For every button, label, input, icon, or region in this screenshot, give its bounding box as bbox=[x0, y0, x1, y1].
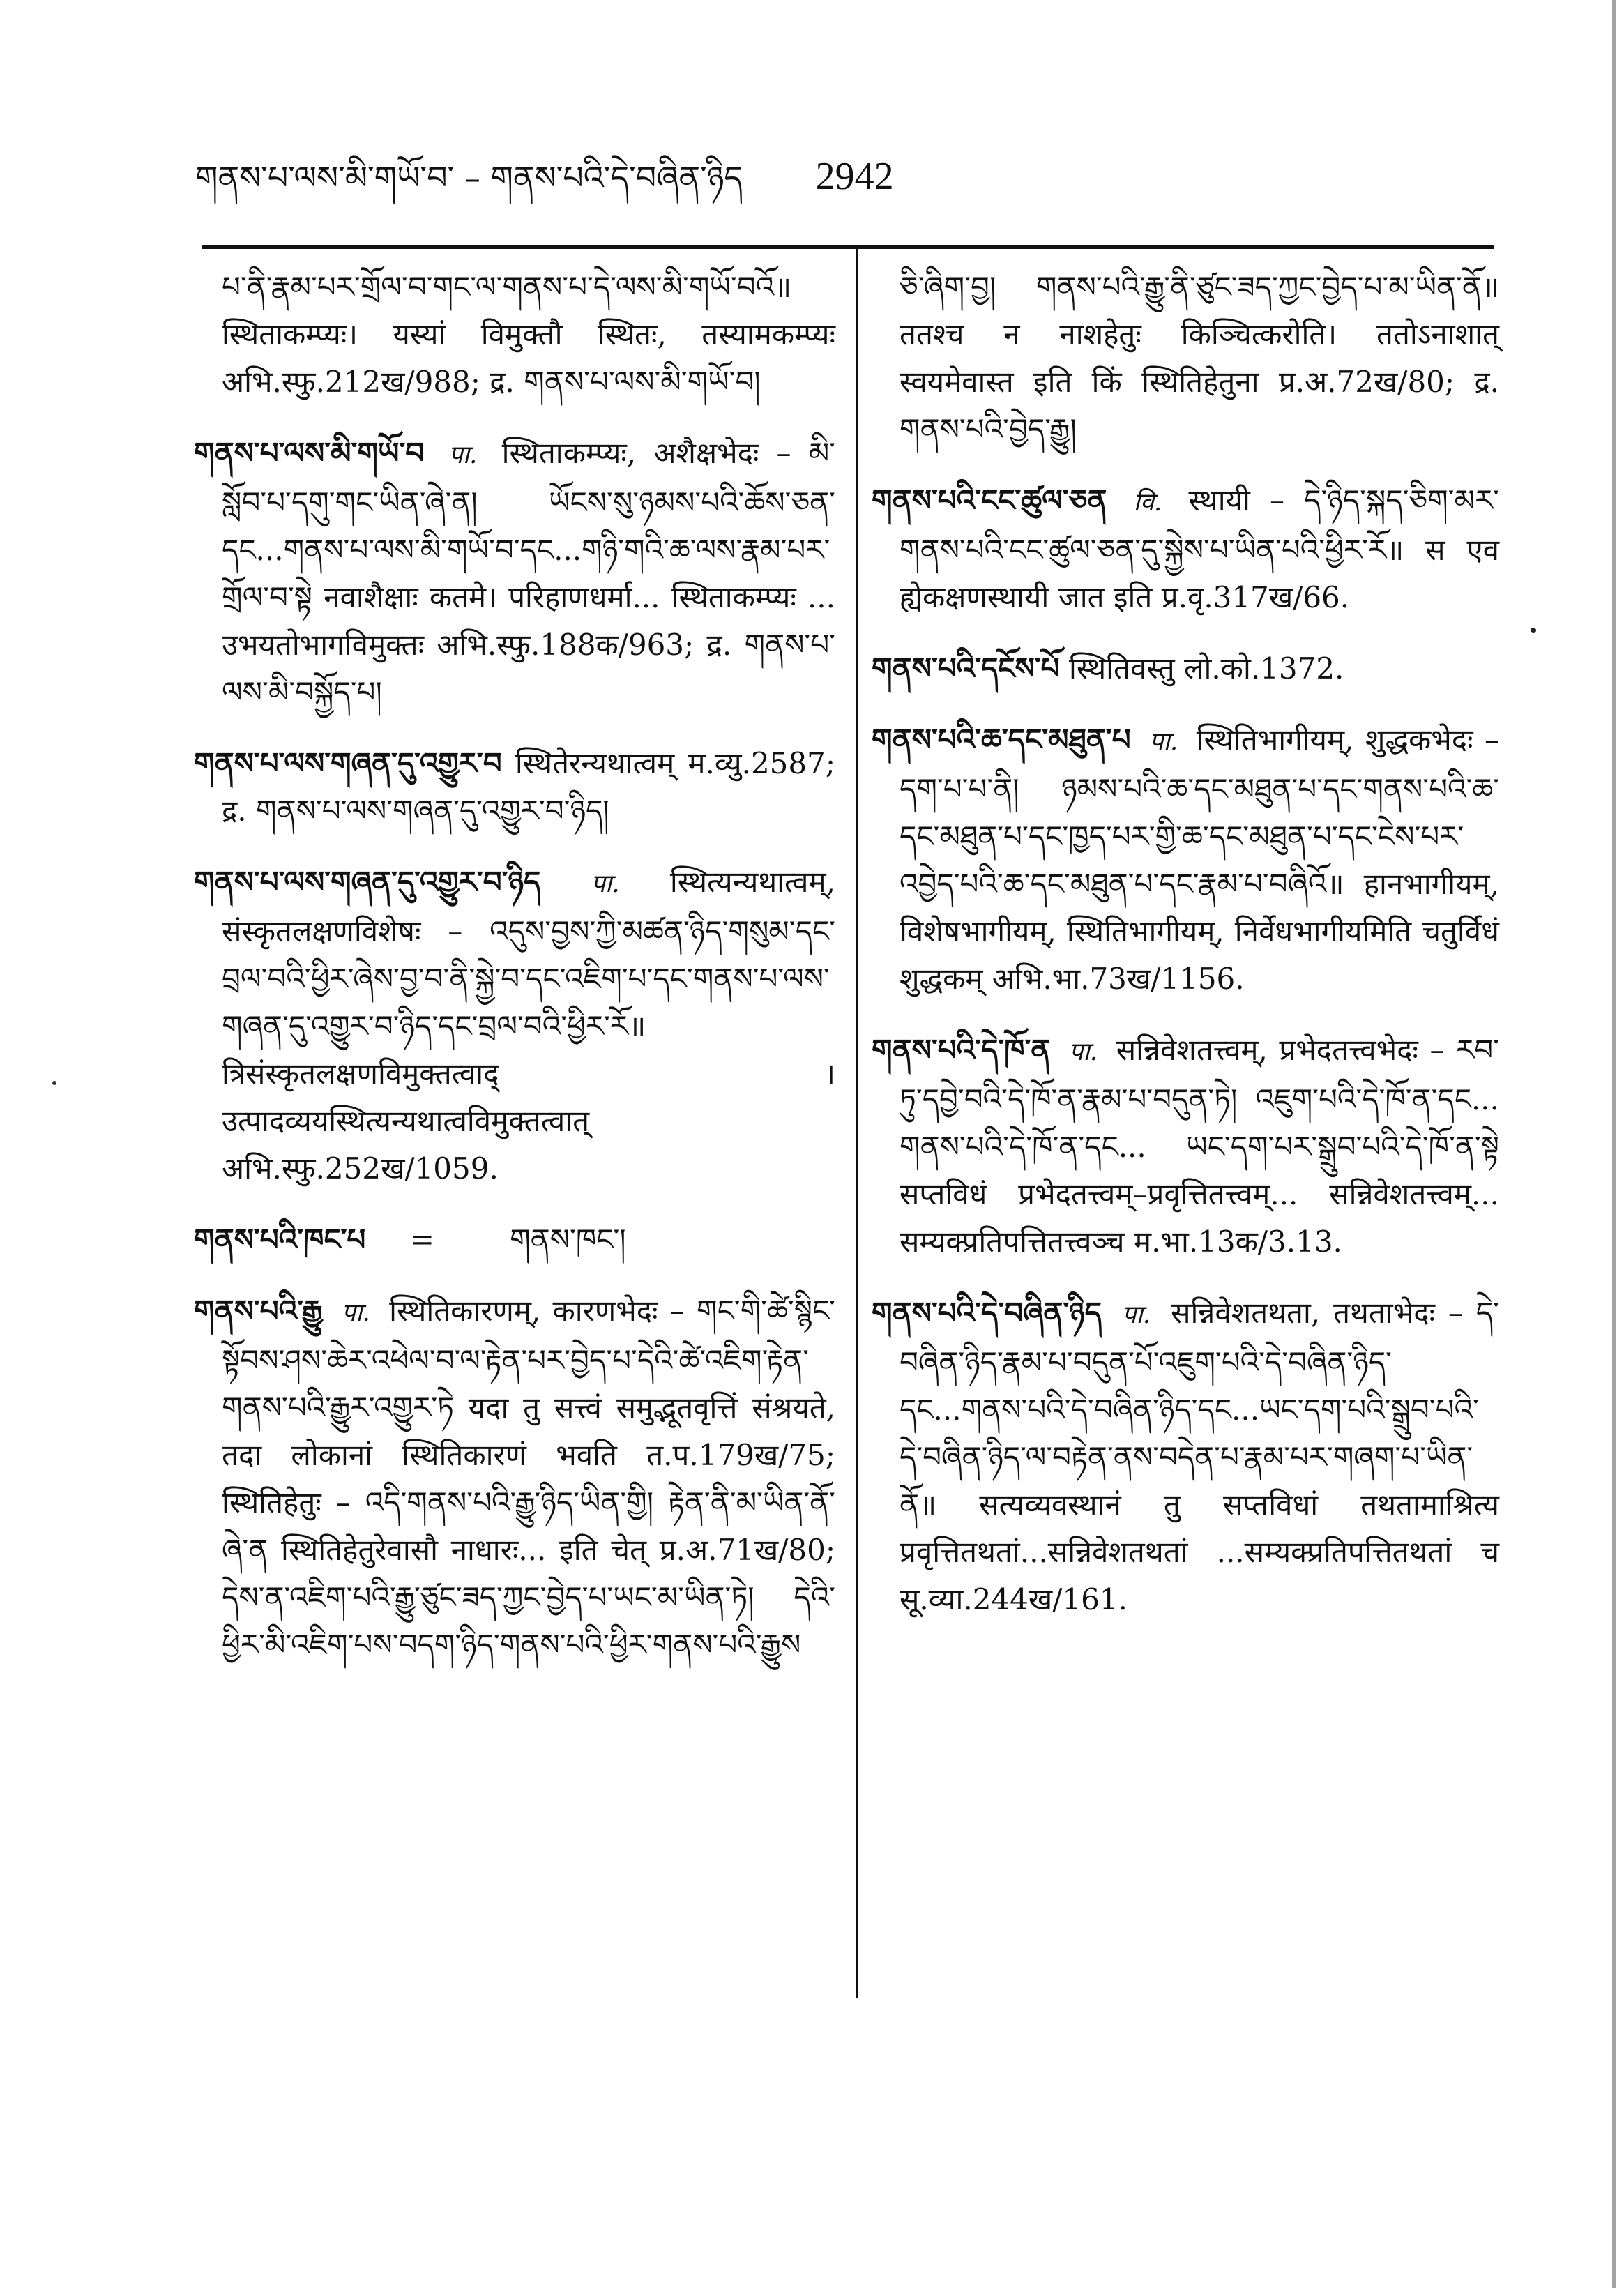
entry-body: सन्निवेशतथता, तथताभेदः – དེ་བཞིན་ཉིད་རྣམ་པ་བདུན་པོ་འཇུག་པའི་དེ་བཞིན་ཉིད་དང...གནས་པའི་དེ་བཞིན་ཉིད་དང...ཡང་དག་པའི་སྒྲུབ་པའི་དེ་བཞིན་ཉིད་ལ་བརྟེན་ནས་བདེན་པ་རྣམ་པར་གཞག་པ་ཡིན་ནོ॥ सत्यव्यवस्थानं तु सप्तविधां तथतामाश्रित्य प्रवृत्तितथतां...सन्निवेशतथतां ...सम्यक्प्रतिपत्तितथतां च सू.व्या.244ख/161. bbox=[900, 1296, 1499, 1616]
entry-headword: གནས་པའི་རྒྱུ bbox=[194, 1294, 323, 1328]
dictionary-entry bbox=[872, 1026, 1499, 1266]
dictionary-entry bbox=[872, 477, 1499, 621]
entry-headword: གནས་པའི་ཁང་པ bbox=[194, 1222, 366, 1257]
entry-headword: གནས་པའི་དེ་བཞིན་ཉིད bbox=[872, 1296, 1102, 1330]
dictionary-entry bbox=[194, 430, 835, 716]
entry-pos: पा. bbox=[448, 441, 478, 469]
dictionary-entry bbox=[872, 1289, 1499, 1623]
scan-speck bbox=[1531, 628, 1536, 633]
entry-headword: གནས་པའི་ཆ་དང་མཐུན་པ bbox=[872, 722, 1131, 757]
entry-continuation bbox=[872, 264, 1499, 453]
entry-headword: གནས་པའི་ངང་ཚུལ་ཅན bbox=[872, 483, 1107, 517]
scan-speck bbox=[52, 1081, 56, 1085]
dictionary-entry bbox=[872, 645, 1499, 692]
entry-body: स्थित्यन्यथात्वम्, संस्कृतलक्षणविशेषः – འདུས་བྱས་ཀྱི་མཚན་ཉིད་གསུམ་དང་བྲལ་བའི་ཕྱིར་ཞེས་བྱ་བ་ནི་སྐྱེ་བ་དང་འཇིག་པ་དང་གནས་པ་ལས་གཞན་དུ་འགྱུར་བ་ཉིད་དང་བྲལ་བའི་ཕྱིར་རོ॥ त्रिसंस्कृतलक्षणविमुक्तत्वाद् । उत्पादव्ययस्थित्यन्यथात्वविमुक्तत्वात् अभि.स्फु.252ख/1059. bbox=[222, 865, 835, 1185]
dictionary-entry bbox=[194, 1287, 835, 1669]
left-column bbox=[194, 264, 835, 1692]
entry-headword: གནས་པ་ལས་མི་གཡོ་བ bbox=[194, 436, 425, 470]
entry-pos: पा. bbox=[1068, 1038, 1098, 1066]
entry-text: པ་ནི་རྣམ་པར་གྲོལ་བ་གང་ལ་གནས་པ་དེ་ལས་མི་གཡོ་བའོ॥ स्थिताकम्प्यः। यस्यां विमुक्तौ स्थितः, तस्यामकम्प्यः अभि.स्फु.212ख/988; द्र. གནས་པ་ལས་མི་གཡོ་བ། bbox=[222, 270, 835, 399]
entry-headword: གནས་པ་ལས་གཞན་དུ་འགྱུར་བ bbox=[194, 746, 502, 780]
entry-headword: གནས་པ་ལས་གཞན་དུ་འགྱུར་བ་ཉིད bbox=[194, 865, 541, 899]
scan-edge-shadow bbox=[1612, 0, 1616, 2288]
dictionary-entry bbox=[194, 858, 835, 1192]
entry-body: གནས་ཁང་། bbox=[510, 1222, 626, 1257]
entry-body: स्थितिवस्तु लो.को.1372. bbox=[1068, 651, 1344, 685]
entry-pos: पा. bbox=[1121, 1301, 1151, 1329]
entry-body: स्थितेरन्यथात्वम् म.व्यु.2587; द्र. གནས་པ་ལས་གཞན་དུ་འགྱུར་བ་ཉིད། bbox=[222, 746, 835, 828]
page-header bbox=[195, 145, 1171, 208]
entry-body: स्थायी – དེ་ཉིད་སྐད་ཅིག་མར་གནས་པའི་ངང་ཚུལ་ཅན་དུ་སྐྱེས་པ་ཡིན་པའི་ཕྱིར་རོ॥ स एव ह्येकक्षणस्थायी जात इति प्र.वृ.317ख/66. bbox=[900, 483, 1499, 614]
entry-body: सन्निवेशतत्त्वम्, प्रभेदतत्त्वभेदः – རབ་ཏུ་དབྱེ་བའི་དེ་ཁོ་ན་རྣམ་པ་བདུན་ཏེ། འཇུག་པའི་དེ་ཁོ་ན་དང... གནས་པའི་དེ་ཁོ་ན་དང... ཡང་དག་པར་སྒྲུབ་པའི་དེ་ཁོ་ན་སྟེ सप्तविधं प्रभेदतत्त्वम्–प्रवृत्तितत्त्वम्... सन्निवेशतत्त्वम्... सम्यक्प्रतिपत्तितत्त्वञ्च म.भा.13क/3.13. bbox=[900, 1033, 1499, 1259]
running-head: གནས་པ་ལས་མི་གཡོ་བ་ – གནས་པའི་དེ་བཞིན་ཉིད bbox=[195, 159, 743, 197]
dictionary-entry: གནས་པའི་ཁང་པ = གནས་ཁང་། bbox=[194, 1222, 626, 1257]
entry-headword: གནས་པའི་དེ་ཁོ་ན bbox=[872, 1033, 1051, 1067]
entry-headword: གནས་པའི་དངོས་པོ bbox=[872, 651, 1060, 685]
dictionary-entry bbox=[194, 740, 835, 835]
entry-continuation bbox=[194, 264, 835, 406]
entry-pos: पा. bbox=[1149, 727, 1178, 756]
entry-body: स्थिताकम्प्यः, अशैक्षभेदः – མི་སློབ་པ་དགུ་གང་ཡིན་ཞེ་ན། ཡོངས་སུ་ཉམས་པའི་ཆོས་ཅན་དང...གནས་པ་ལས་མི་གཡོ་བ་དང...གཉི་གའི་ཆ་ལས་རྣམ་པར་གྲོལ་བ་སྟེ नवाशैक्षाः कतमे। परिहाणधर्मा... स्थिताकम्प्यः ... उभयतोभागविमुक्तः अभि.स्फु.188क/963; द्र. གནས་པ་ལས་མི་བསྐྱོད་པ། bbox=[222, 436, 835, 709]
entry-body: स्थितिकारणम्, कारणभेदः – གང་གི་ཚེ་སྙིང་སྟོབས་ཤས་ཆེར་འཕེལ་བ་ལ་རྟེན་པར་བྱེད་པ་དེའི་ཚེ་འཇིག་རྟེན་གནས་པའི་རྒྱུར་འགྱུར་ཏེ यदा तु सत्त्वं समुद्भूतवृत्तिं संश्रयते, तदा लोकानां स्थितिकारणं भवति त.प.179ख/75; स्थितिहेतुः – འདི་གནས་པའི་རྒྱུ་ཉིད་ཡིན་གྱི། རྟེན་ནི་མ་ཡིན་ནོ་ཞེ་ན स्थितिहेतुरेवासौ नाधारः... इति चेत् प्र.अ.71ख/80; དེས་ན་འཇིག་པའི་རྒྱུ་ཙུང་ཟད་ཀྱང་བྱེད་པ་ཡང་མ་ཡིན་ཏེ། དེའི་ཕྱིར་མི་འཇིག་པས་བདག་ཉིད་གནས་པའི་ཕྱིར་གནས་པའི་རྒྱུས bbox=[222, 1294, 835, 1662]
page-number: 2942 bbox=[815, 155, 894, 198]
header-rule bbox=[202, 245, 1494, 249]
dictionary-entry bbox=[872, 716, 1499, 1003]
entry-text: ཅི་ཞིག་བྱ། གནས་པའི་རྒྱུ་ནི་ཙུང་ཟད་ཀྱང་བྱེད་པ་མ་ཡིན་ནོ॥ ततश्च न नाशहेतुः किञ्चित्करोति। ततोऽनाशात् स्वयमेवास्त इति किं स्थितिहेतुना प्र.अ.72ख/80; द्र. གནས་པའི་བྱེད་རྒྱུ། bbox=[900, 270, 1499, 446]
entry-body: स्थितिभागीयम्, शुद्धकभेदः – དག་པ་པ་ནི། ཉམས་པའི་ཆ་དང་མཐུན་པ་དང་གནས་པའི་ཆ་དང་མཐུན་པ་དང་ཁྱད་པར་གྱི་ཆ་དང་མཐུན་པ་དང་ངེས་པར་འབྱེད་པའི་ཆ་དང་མཐུན་པ་དང་རྣམ་པ་བཞིའོ॥ हानभागीयम्, विशेषभागीयम्, स्थितिभागीयम्, निर्वेधभागीयमिति चतुर्विधं शुद्धकम् अभि.भा.73ख/1156. bbox=[900, 722, 1499, 996]
column-divider bbox=[856, 248, 858, 1998]
entry-pos: पा. bbox=[341, 1298, 370, 1327]
entry-pos: पा. bbox=[591, 870, 620, 898]
right-column bbox=[872, 264, 1499, 1647]
entry-pos: वि. bbox=[1133, 488, 1162, 517]
